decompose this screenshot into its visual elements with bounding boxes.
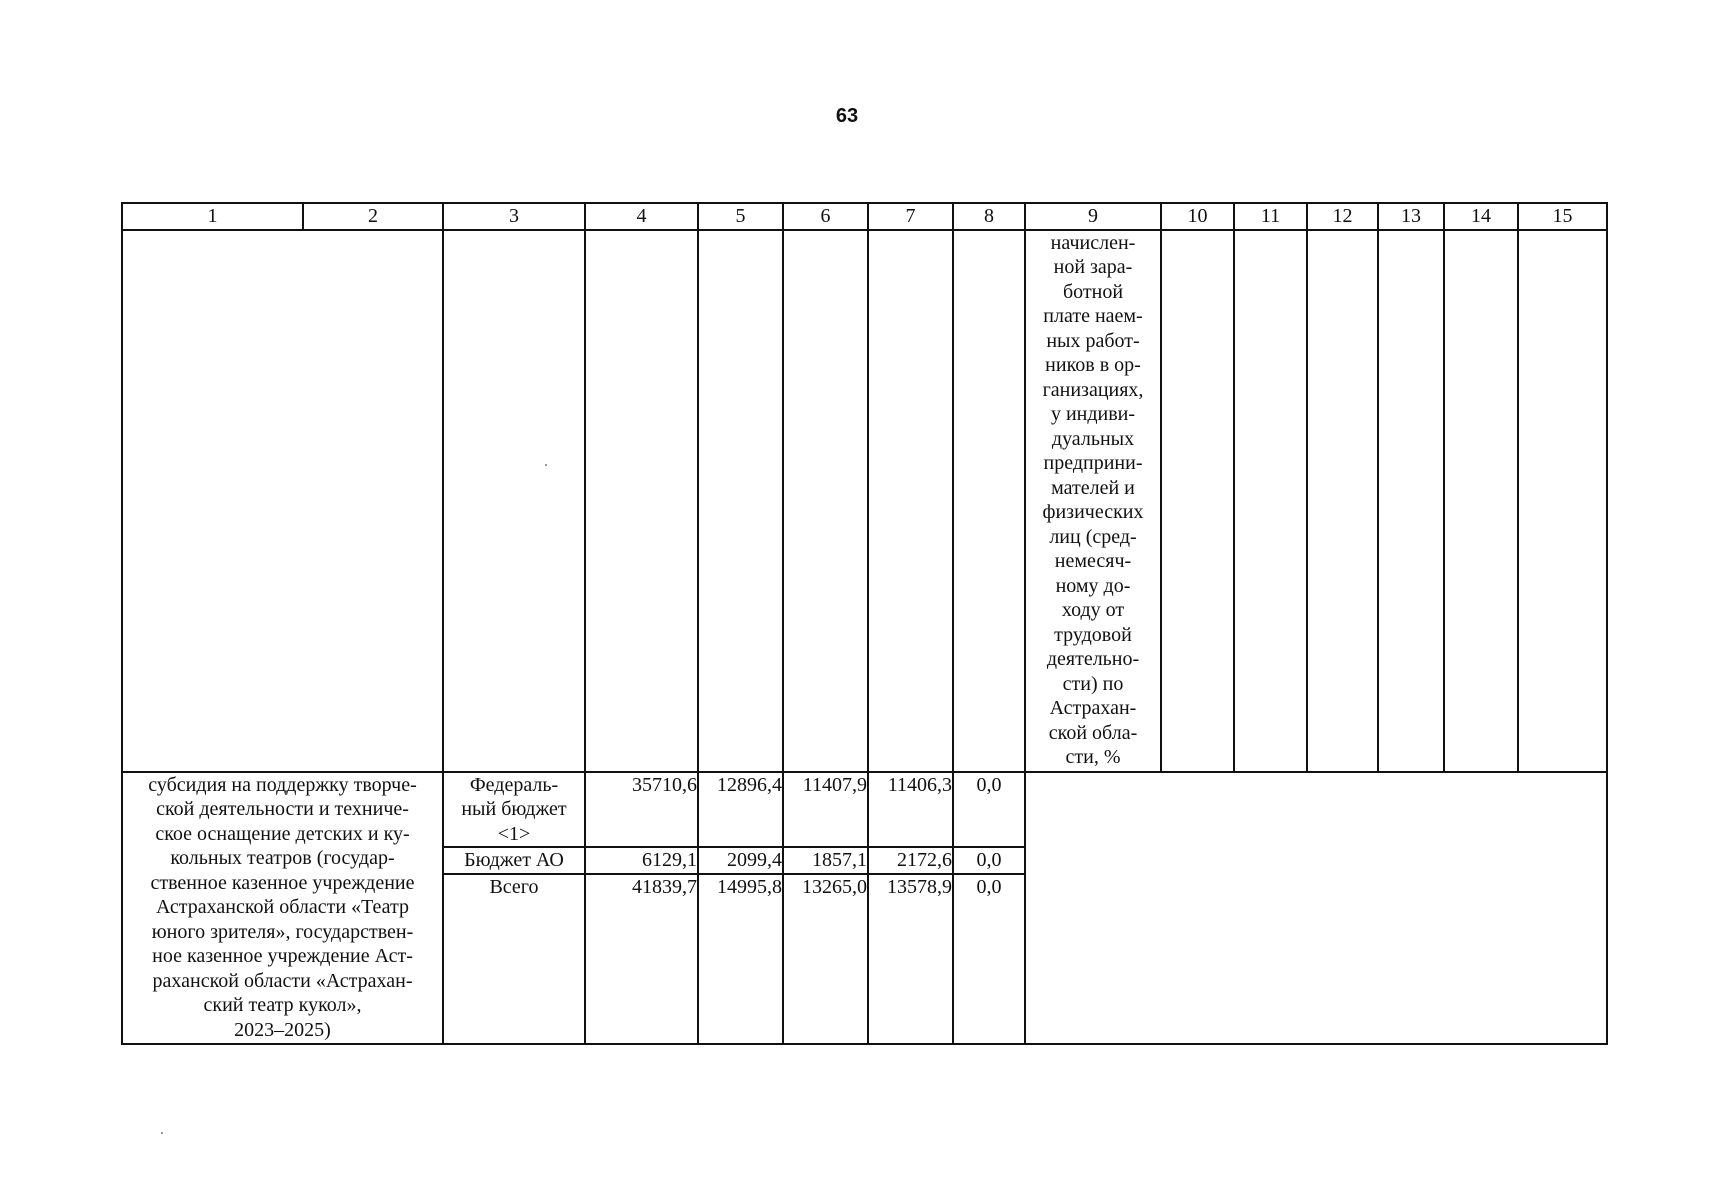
indicator-text-cell <box>1025 230 1161 772</box>
column-header: 2 <box>303 203 443 230</box>
empty-cell <box>1307 230 1378 772</box>
funding-source-text: Федераль- ный бюджет <1> <box>461 773 567 845</box>
column-header: 6 <box>783 203 868 230</box>
column-header: 4 <box>585 203 698 230</box>
value-cell: 12896,4 <box>698 772 783 848</box>
funding-source <box>443 772 585 848</box>
budget-table <box>121 202 1608 1045</box>
value-cell: 41839,7 <box>585 874 698 1044</box>
table-row <box>122 772 1607 848</box>
column-header: 3 <box>443 203 585 230</box>
column-header: 14 <box>1444 203 1518 230</box>
funding-source: Бюджет АО <box>443 847 585 874</box>
value-cell: 13578,9 <box>868 874 953 1044</box>
value-cell: 0,0 <box>953 874 1025 1044</box>
empty-cell <box>698 230 783 772</box>
column-header: 11 <box>1234 203 1307 230</box>
scan-speck <box>161 1132 163 1134</box>
continuation-row <box>122 230 1607 772</box>
value-cell: 11407,9 <box>783 772 868 848</box>
empty-merged-cell <box>1025 772 1607 1044</box>
empty-cell <box>783 230 868 772</box>
empty-cell <box>122 230 443 772</box>
column-header: 5 <box>698 203 783 230</box>
measure-description-text: субсидия на поддержку творче- ской деятельности и техниче- ское оснащение детских и ку- кольных театров (государ- ственное казенное учреждение Астраханской области «Театр юного зрителя», государствен- ное казенное учреждение Аст- раханской области «Астрахан- ский театр кукол», 2023–2025) <box>148 773 417 1041</box>
value-cell: 2099,4 <box>698 847 783 874</box>
value-cell: 13265,0 <box>783 874 868 1044</box>
empty-cell <box>1518 230 1607 772</box>
empty-cell <box>1444 230 1518 772</box>
column-header: 12 <box>1307 203 1378 230</box>
empty-cell <box>1234 230 1307 772</box>
empty-cell <box>953 230 1025 772</box>
empty-cell <box>1161 230 1234 772</box>
column-header: 13 <box>1378 203 1444 230</box>
page-number: 63 <box>835 105 859 127</box>
value-cell: 0,0 <box>953 772 1025 848</box>
column-header: 15 <box>1518 203 1607 230</box>
value-cell: 2172,6 <box>868 847 953 874</box>
value-cell: 6129,1 <box>585 847 698 874</box>
value-cell: 14995,8 <box>698 874 783 1044</box>
column-header: 9 <box>1025 203 1161 230</box>
value-cell: 1857,1 <box>783 847 868 874</box>
measure-description <box>122 772 443 1044</box>
indicator-text: начислен- ной зара- ботной плате наем- ных работ- ников в ор- ганизациях, у индиви- дуальных предприни- мателей и физических лиц (сред- немесяч- ному до- ходу от трудовой деятельно- сти) по Астрахан- ской обла- сти, % <box>1042 231 1144 768</box>
column-header: 10 <box>1161 203 1234 230</box>
funding-source: Всего <box>443 874 585 1044</box>
empty-cell <box>868 230 953 772</box>
empty-cell <box>443 230 585 772</box>
empty-cell <box>585 230 698 772</box>
value-cell: 35710,6 <box>585 772 698 848</box>
column-header: 1 <box>122 203 303 230</box>
column-header: 7 <box>868 203 953 230</box>
value-cell: 0,0 <box>953 847 1025 874</box>
empty-cell <box>1378 230 1444 772</box>
scan-speck <box>545 464 547 466</box>
column-number-row <box>122 203 1607 230</box>
column-header: 8 <box>953 203 1025 230</box>
value-cell: 11406,3 <box>868 772 953 848</box>
